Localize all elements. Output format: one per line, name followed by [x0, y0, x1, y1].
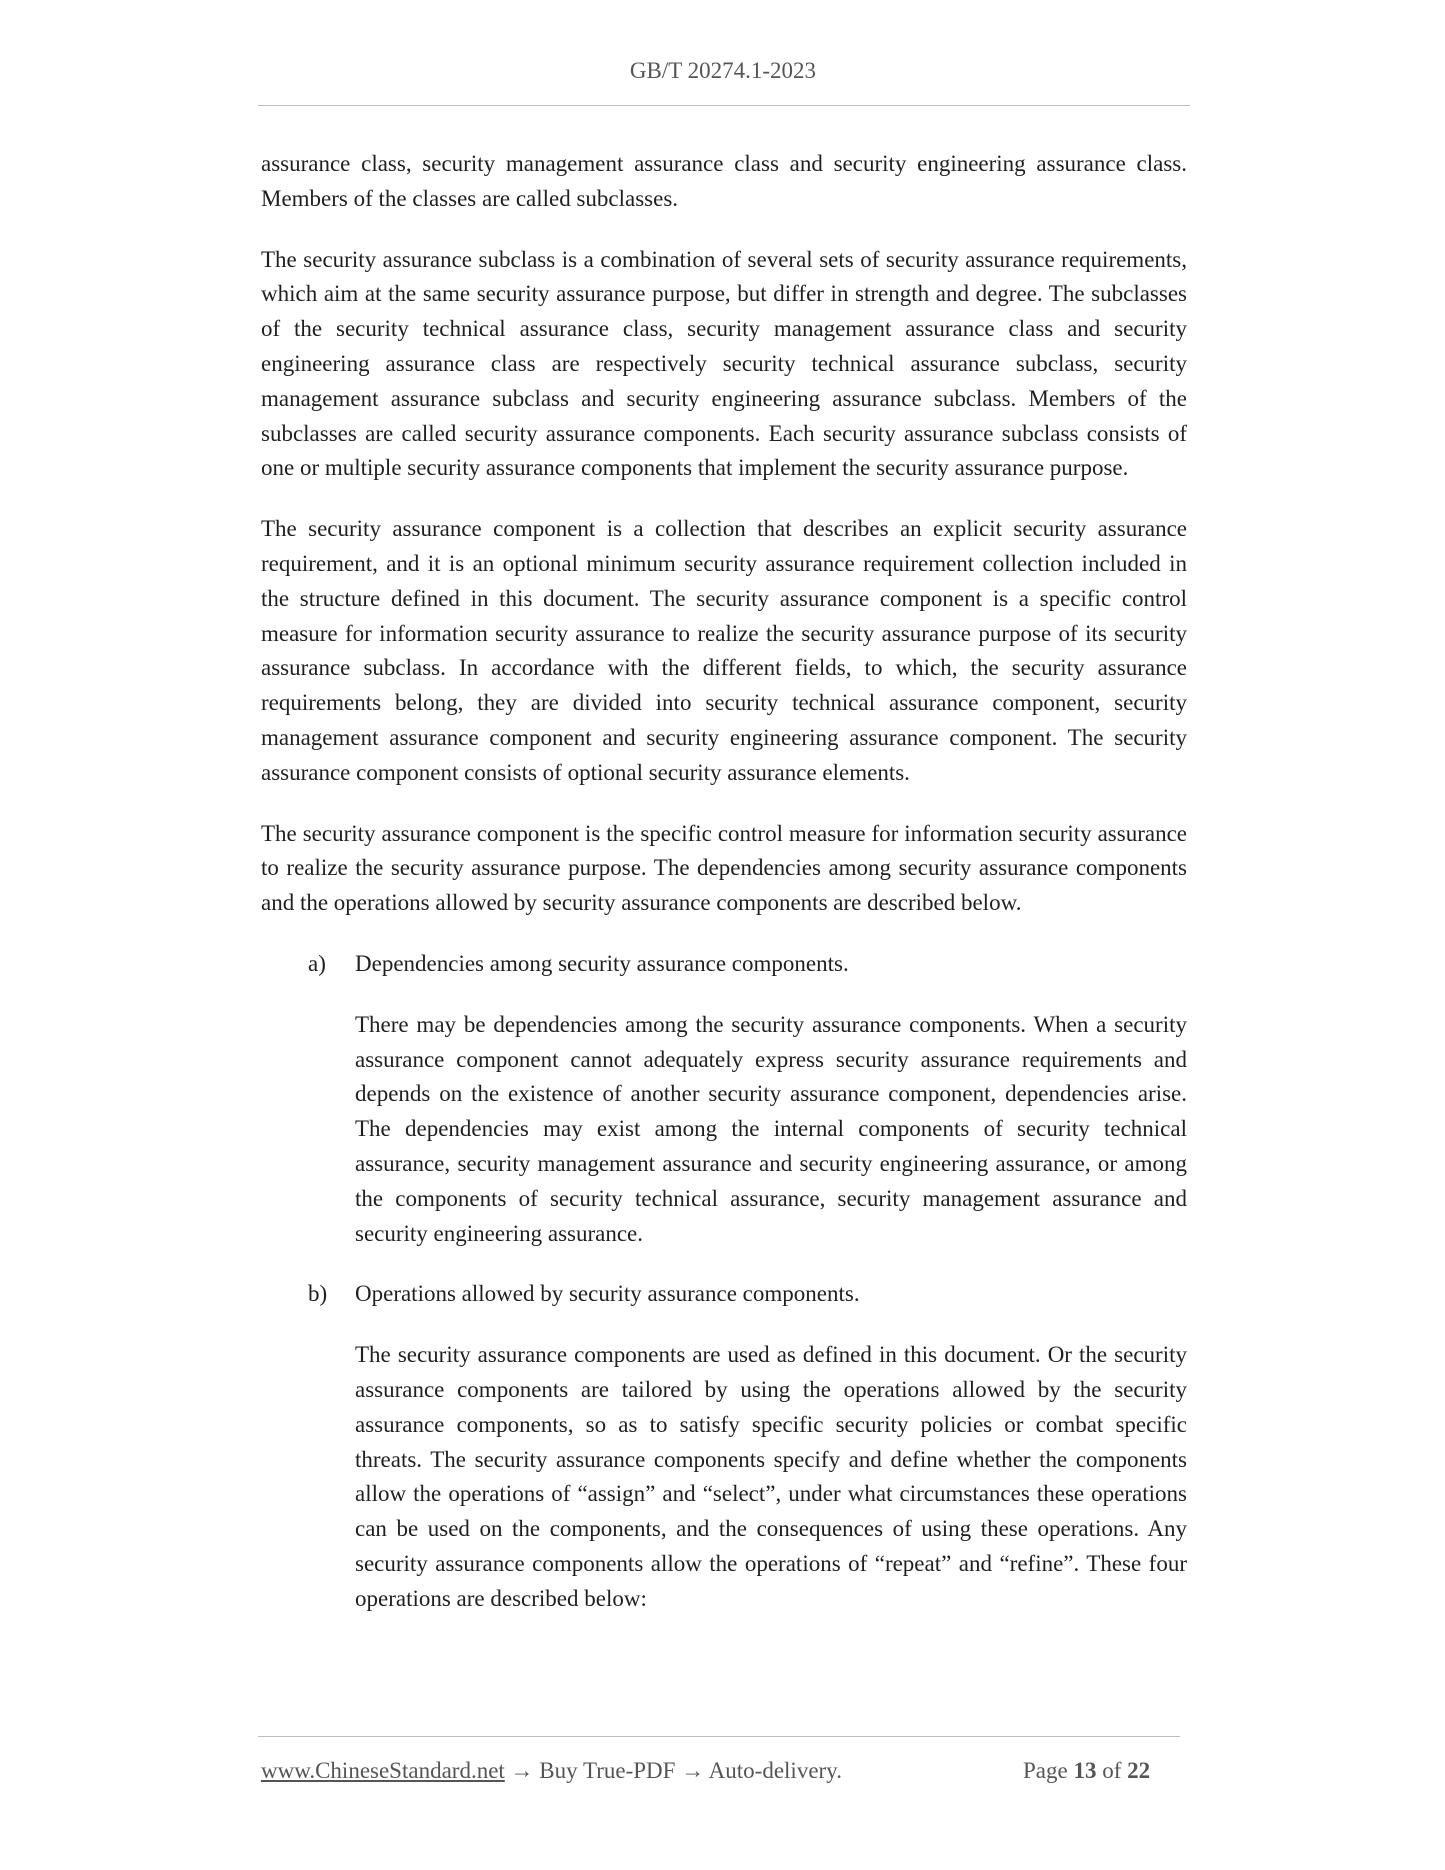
buy-text: Buy True-PDF [533, 1758, 682, 1783]
list-item-text: There may be dependencies among the security assurance components. When a security assurance component cannot adequately express security assurance requirements and depends on the existence of another security assurance component, dependencies arise. The dependencies may exist among the internal components of security technical assurance, security management assurance and security engineering assurance, or among the components of security technical assurance, security management assurance and security engineering assurance. [355, 1011, 1187, 1246]
list-item-heading [261, 947, 1187, 982]
list-item-title: Operations allowed by security assurance components. [355, 1281, 860, 1307]
list-marker: b) [308, 1281, 328, 1307]
page-label: Page [1023, 1758, 1074, 1783]
header-divider [258, 105, 1190, 106]
of-label: of [1096, 1758, 1128, 1783]
list-item-heading [261, 1277, 1187, 1312]
arrow-right-icon: → [510, 1758, 534, 1783]
total-pages-number: 22 [1127, 1758, 1151, 1783]
website-link[interactable]: www.ChineseStandard.net [261, 1758, 505, 1783]
list-item-text: The security assurance components are used as defined in this document. Or the security assurance components are tailored by using the operations allowed by the security assurance components, so as to satisfy specific security policies or combat specific threats. The security assurance components specify and define whether the components allow the operations of “assign” and “select”, under what circumstances these operations can be used on the components, and the consequences of using these operations. Any security assurance components allow the operations of “repeat” and “refine”. These four operations are described below: [355, 1342, 1187, 1611]
page-indicator [1023, 1758, 1150, 1784]
body-paragraph: The security assurance subclass is a combination of several sets of security assurance requirements, which aim at the same security assurance purpose, but differ in strength and degree. The subclasses of the security technical assurance class, security management assurance class and security engineering assurance class are respectively security technical assurance subclass, security management assurance subclass and security engineering assurance subclass. Members of the subclasses are called security assurance components. Each security assurance subclass consists of one or multiple security assurance components that implement the security assurance purpose. [261, 246, 1187, 481]
arrow-right-icon: → [681, 1758, 705, 1783]
list-item-title: Dependencies among security assurance components. [355, 950, 849, 976]
delivery-text: Auto-delivery. [704, 1758, 842, 1783]
list-item-b [261, 1277, 1187, 1616]
document-header: GB/T 20274.1-2023 [629, 58, 817, 83]
list-item-a [261, 947, 1187, 1251]
current-page-number: 13 [1073, 1758, 1097, 1783]
footer-promo [261, 1758, 842, 1784]
body-paragraph: The security assurance component is the specific control measure for information security assurance to realize the security assurance purpose. The dependencies among security assurance components and the operations allowed by security assurance components are described below. [261, 820, 1187, 916]
footer-divider [258, 1736, 1180, 1737]
body-paragraph: The security assurance component is a collection that describes an explicit security assurance requirement, and it is an optional minimum security assurance requirement collection included in the structure defined in this document. The security assurance component is a specific control measure for information security assurance to realize the security assurance purpose of its security assurance subclass. In accordance with the different fields, to which, the security assurance requirements belong, they are divided into security technical assurance component, security management assurance component and security engineering assurance component. The security assurance component consists of optional security assurance elements. [261, 516, 1187, 785]
document-body [261, 147, 1187, 1642]
body-paragraph: assurance class, security management assurance class and security engineering assurance class. Members of the classes are called subclasses. [261, 151, 1187, 211]
list-marker: a) [308, 950, 326, 976]
